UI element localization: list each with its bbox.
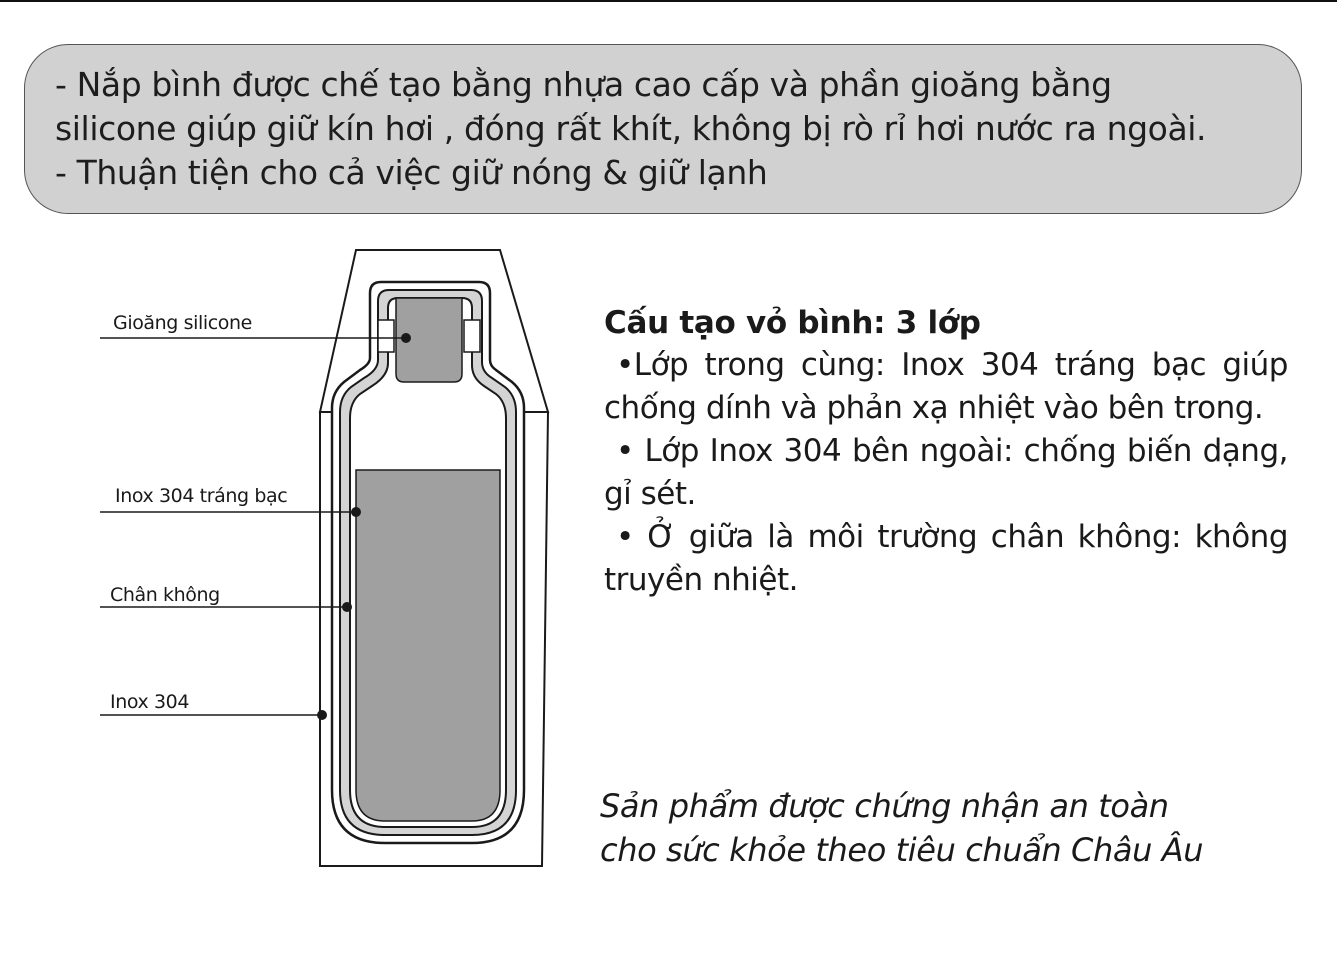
layer-item-inner [604, 344, 1288, 430]
top-divider [0, 0, 1337, 2]
vacuum-leader-dot [342, 602, 352, 612]
certification-note [600, 784, 1300, 872]
label-silicone-gasket: Gioăng silicone [113, 312, 252, 334]
label-outer-steel: Inox 304 [110, 691, 190, 713]
callout-line-2: silicone giúp giữ kín hơi , đóng rất khít, không bị rò rỉ hơi nước ra ngoài. [55, 109, 1207, 148]
outer-leader-dot [317, 710, 327, 720]
bullet-icon: • [616, 347, 634, 383]
inner-leader-dot [351, 507, 361, 517]
cap-clamp-left [378, 320, 394, 352]
features-callout [24, 44, 1302, 214]
note-line-1: Sản phẩm được chứng nhận an toàn [600, 787, 1169, 825]
structure-description [604, 302, 1288, 602]
label-vacuum: Chân không [110, 584, 220, 606]
cap-clamp-right [464, 320, 480, 352]
layer-item-outer [604, 430, 1288, 516]
callout-line-3: - Thuận tiện cho cả việc giữ nóng & giữ lạnh [55, 153, 768, 192]
note-line-2: cho sức khỏe theo tiêu chuẩn Châu Âu [600, 831, 1204, 869]
bottle-cross-section-diagram [0, 230, 600, 890]
layer-text-vacuum: Ở giữa là môi trường chân không: không truyền nhiệt. [604, 519, 1288, 598]
layer-text-outer: Lớp Inox 304 bên ngoài: chống biến dạng, gỉ sét. [604, 433, 1288, 512]
liquid-fill [356, 470, 500, 821]
structure-title: Cấu tạo vỏ bình: 3 lớp [604, 305, 981, 341]
layer-text-inner: Lớp trong cùng: Inox 304 tráng bạc giúp chống dính và phản xạ nhiệt vào bên trong. [604, 347, 1288, 426]
bottle-diagram-svg [0, 230, 600, 890]
bullet-icon: • [616, 433, 634, 469]
layer-item-vacuum [604, 516, 1288, 602]
callout-line-1: - Nắp bình được chế tạo bằng nhựa cao cấp và phần gioăng bằng [55, 65, 1112, 104]
bullet-icon: • [616, 519, 634, 555]
label-inner-silver-steel: Inox 304 tráng bạc [115, 485, 288, 507]
gasket-leader-dot [401, 333, 411, 343]
